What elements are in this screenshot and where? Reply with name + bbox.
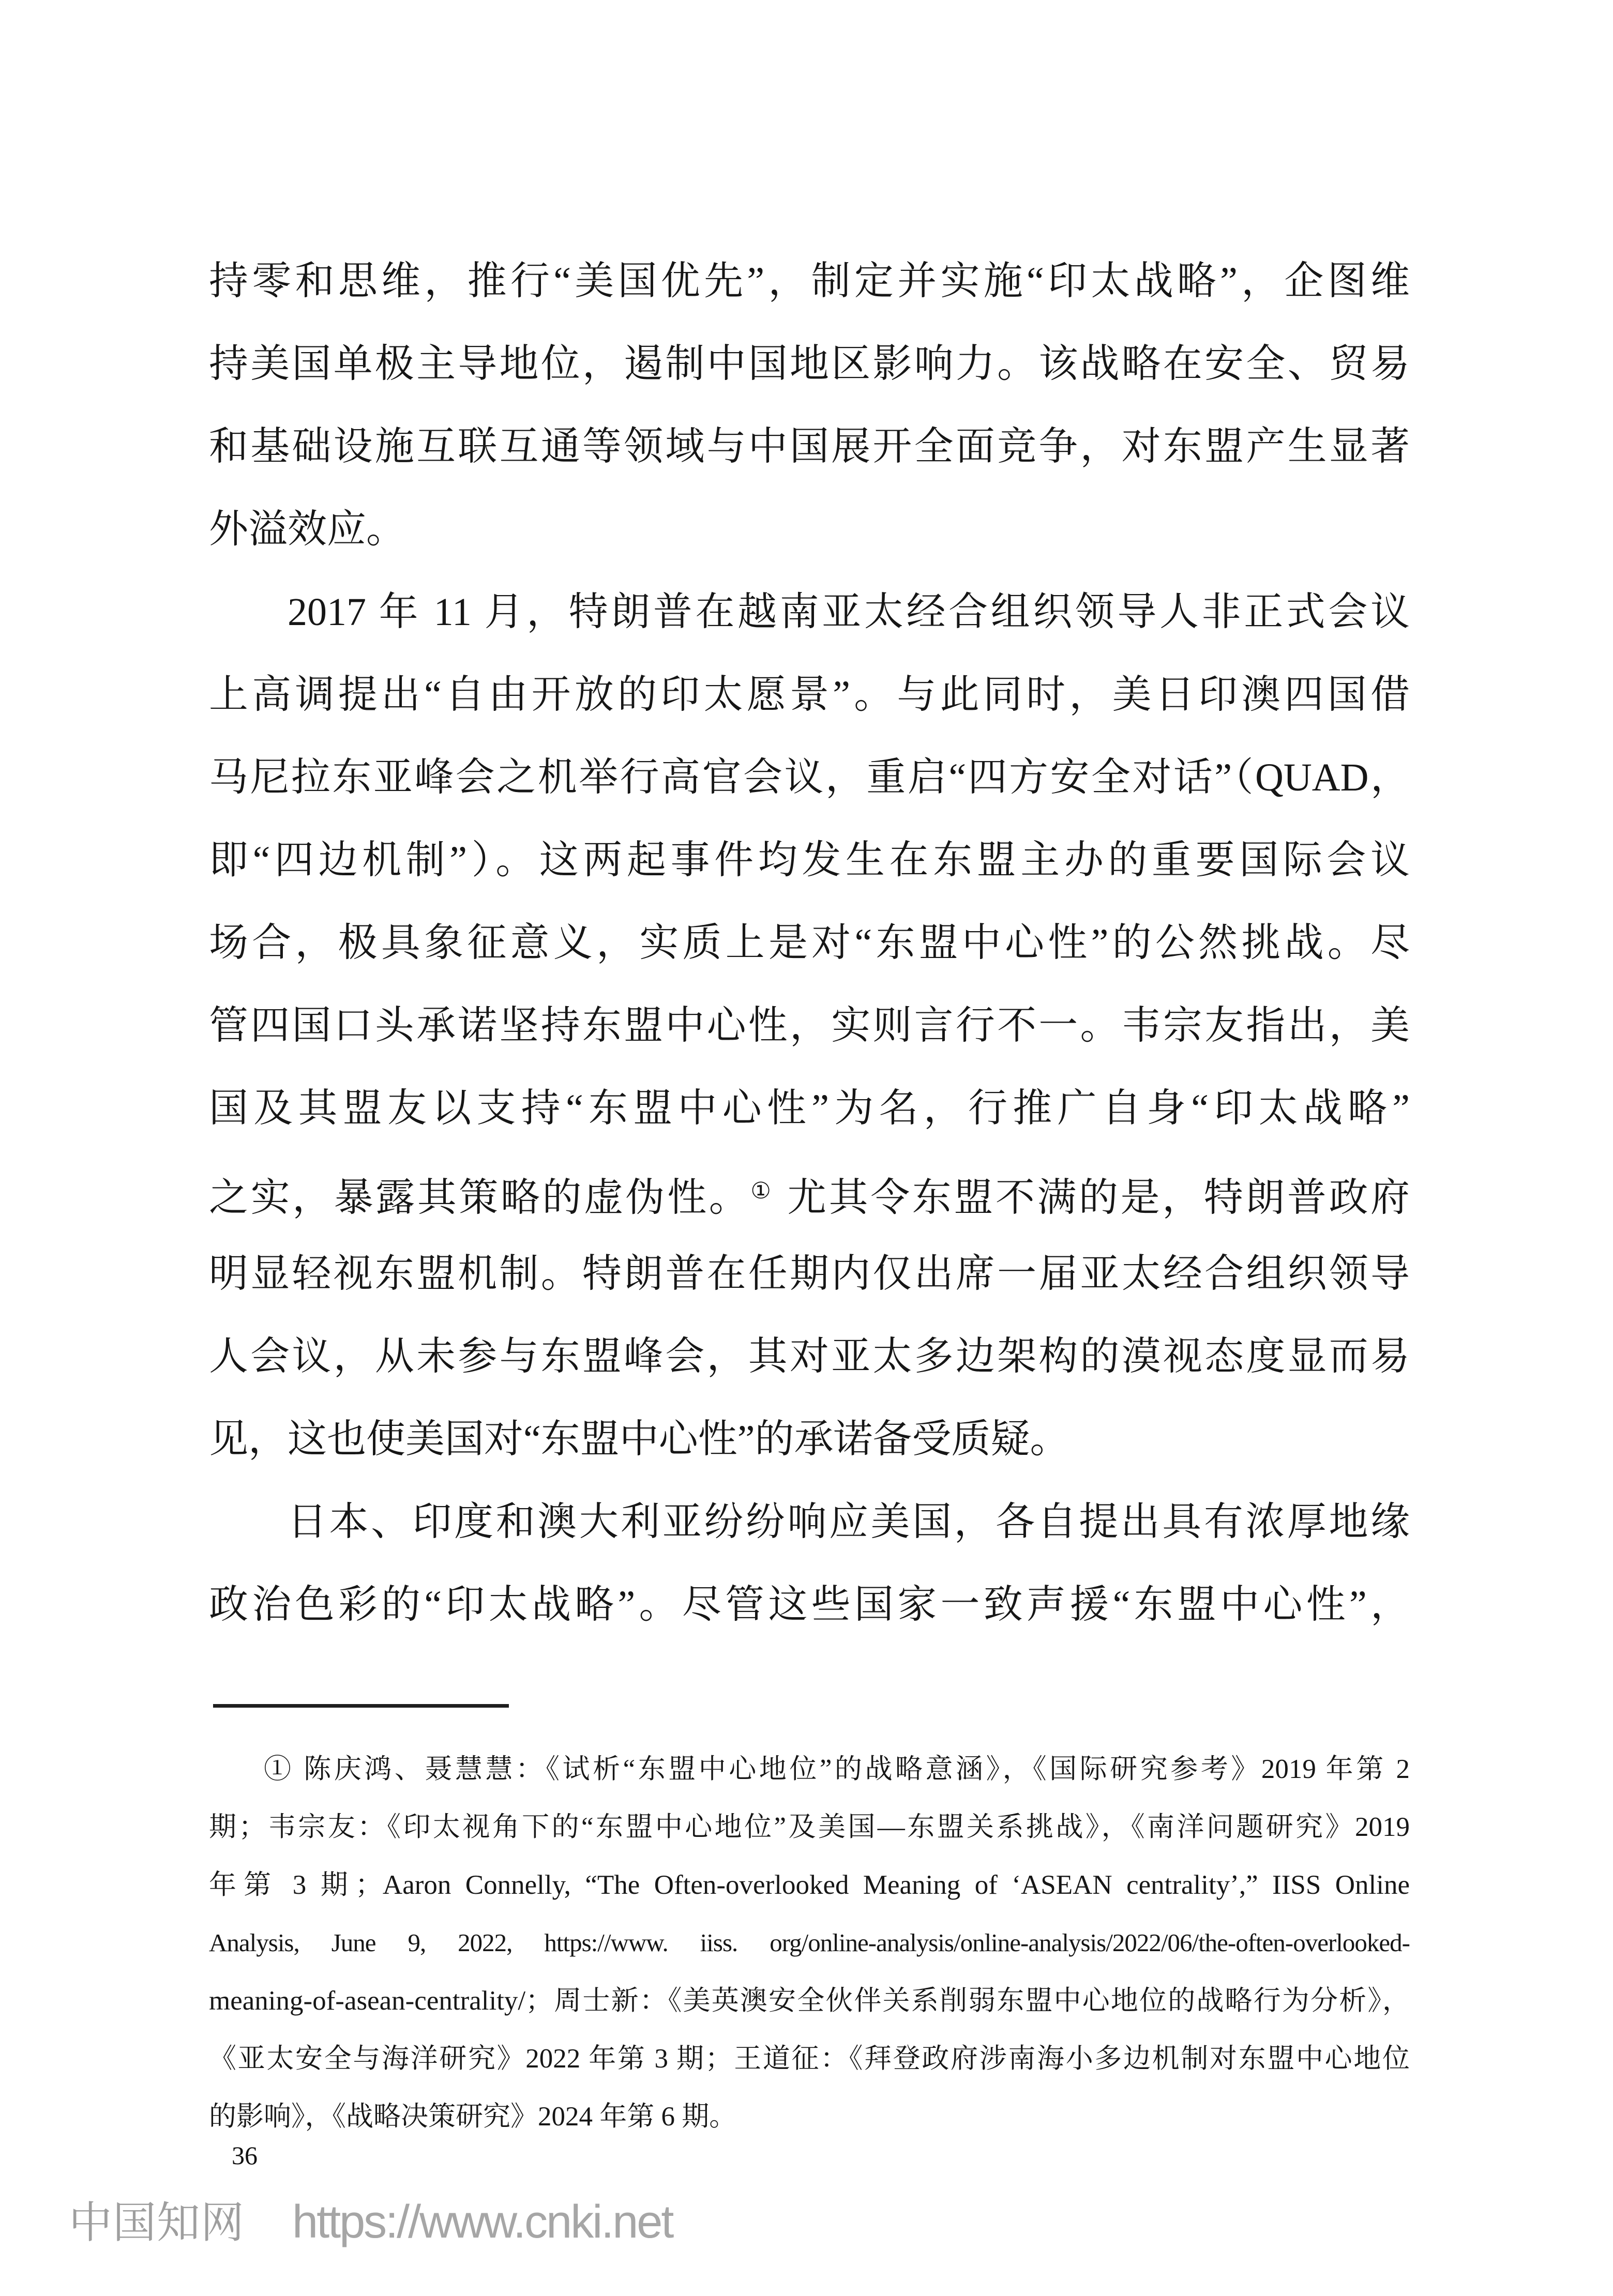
watermark-url-text: https://www.cnki.net (292, 2196, 673, 2248)
watermark-brand-text: 中国知网 (69, 2199, 245, 2247)
footnote-separator (213, 1704, 509, 1708)
body-text-block (209, 240, 1410, 1646)
footnote-block (209, 1740, 1410, 2146)
footnote-line-3: 年第 3 期；Aaron Connelly, “The Often-overlooked Meaning of ‘ASEAN centrality’,” IISS Online (209, 1870, 1410, 1900)
body-line-15: 见，这也使美国对“东盟中心性”的承诺备受质疑。 (209, 1418, 1069, 1461)
footnote-line-2: 期；韦宗友：《印太视角下的“东盟中心地位”及美国—东盟关系挑战》，《南洋问题研究》2019 (209, 1812, 1410, 1842)
body-line-12 (209, 1150, 1410, 1233)
body-line-5: 2017 年 11 月，特朗普在越南亚太经合组织领导人非正式会议 (288, 590, 1410, 634)
body-line-12-text: 之实，暴露其策略的虚伪性。 (209, 1176, 751, 1220)
body-line-7: 马尼拉东亚峰会之机举行高官会议，重启“四方安全对话”（QUAD， (209, 756, 1410, 799)
body-line-13: 明显轻视东盟机制。特朗普在任期内仅出席一届亚太经合组织领导 (209, 1252, 1410, 1296)
body-line-11: 国及其盟友以支持“东盟中心性”为名，行推广自身“印太战略” (209, 1087, 1410, 1130)
footnote-line-4: Analysis, June 9, 2022, https://www. iiss. org/online-analysis/online-analysis/2022/06/the-often-overlooked- (209, 1928, 1410, 1957)
footnote-line-7: 的影响》，《战略决策研究》2024 年第 6 期。 (209, 2102, 737, 2132)
body-line-1: 持零和思维，推行“美国优先”，制定并实施“印太战略”，企图维 (209, 260, 1410, 303)
body-line-6: 上高调提出“自由开放的印太愿景”。与此同时，美日印澳四国借 (209, 673, 1410, 717)
body-line-17: 政治色彩的“印太战略”。尽管这些国家一致声援“东盟中心性”， (209, 1583, 1410, 1626)
page-number: 36 (232, 2141, 258, 2170)
body-line-14: 人会议，从未参与东盟峰会，其对亚太多边架构的漠视态度显而易 (209, 1335, 1410, 1378)
body-line-16: 日本、印度和澳大利亚纷纷响应美国，各自提出具有浓厚地缘 (288, 1500, 1410, 1544)
footnote-line-1: ① 陈庆鸿、聂慧慧：《试析“东盟中心地位”的战略意涵》，《国际研究参考》2019 年第 2 (264, 1754, 1410, 1784)
cnki-watermark (69, 2188, 672, 2251)
body-line-3: 和基础设施互联互通等领域与中国展开全面竞争，对东盟产生显著 (209, 425, 1410, 468)
footnote-line-6: 《亚太安全与海洋研究》2022 年第 3 期；王道征：《拜登政府涉南海小多边机制对东盟中心地位 (209, 2044, 1410, 2074)
body-line-8: 即“四边机制”）。这两起事件均发生在东盟主办的重要国际会议 (209, 839, 1410, 882)
body-line-2: 持美国单极主导地位，遏制中国地区影响力。该战略在安全、贸易 (209, 342, 1410, 386)
footnote-ref-marker: ① (750, 1178, 774, 1204)
body-line-9: 场合，极具象征意义，实质上是对“东盟中心性”的公然挑战。尽 (209, 921, 1410, 965)
footnote-line-5: meaning-of-asean-centrality/；周士新：《美英澳安全伙伴关系削弱东盟中心地位的战略行为分析》， (209, 1986, 1410, 2016)
body-line-4: 外溢效应。 (209, 508, 405, 551)
body-line-12-text-after: 尤其令东盟不满的是，特朗普政府 (787, 1176, 1410, 1220)
body-line-10: 管四国口头承诺坚持东盟中心性，实则言行不一。韦宗友指出，美 (209, 1004, 1410, 1047)
